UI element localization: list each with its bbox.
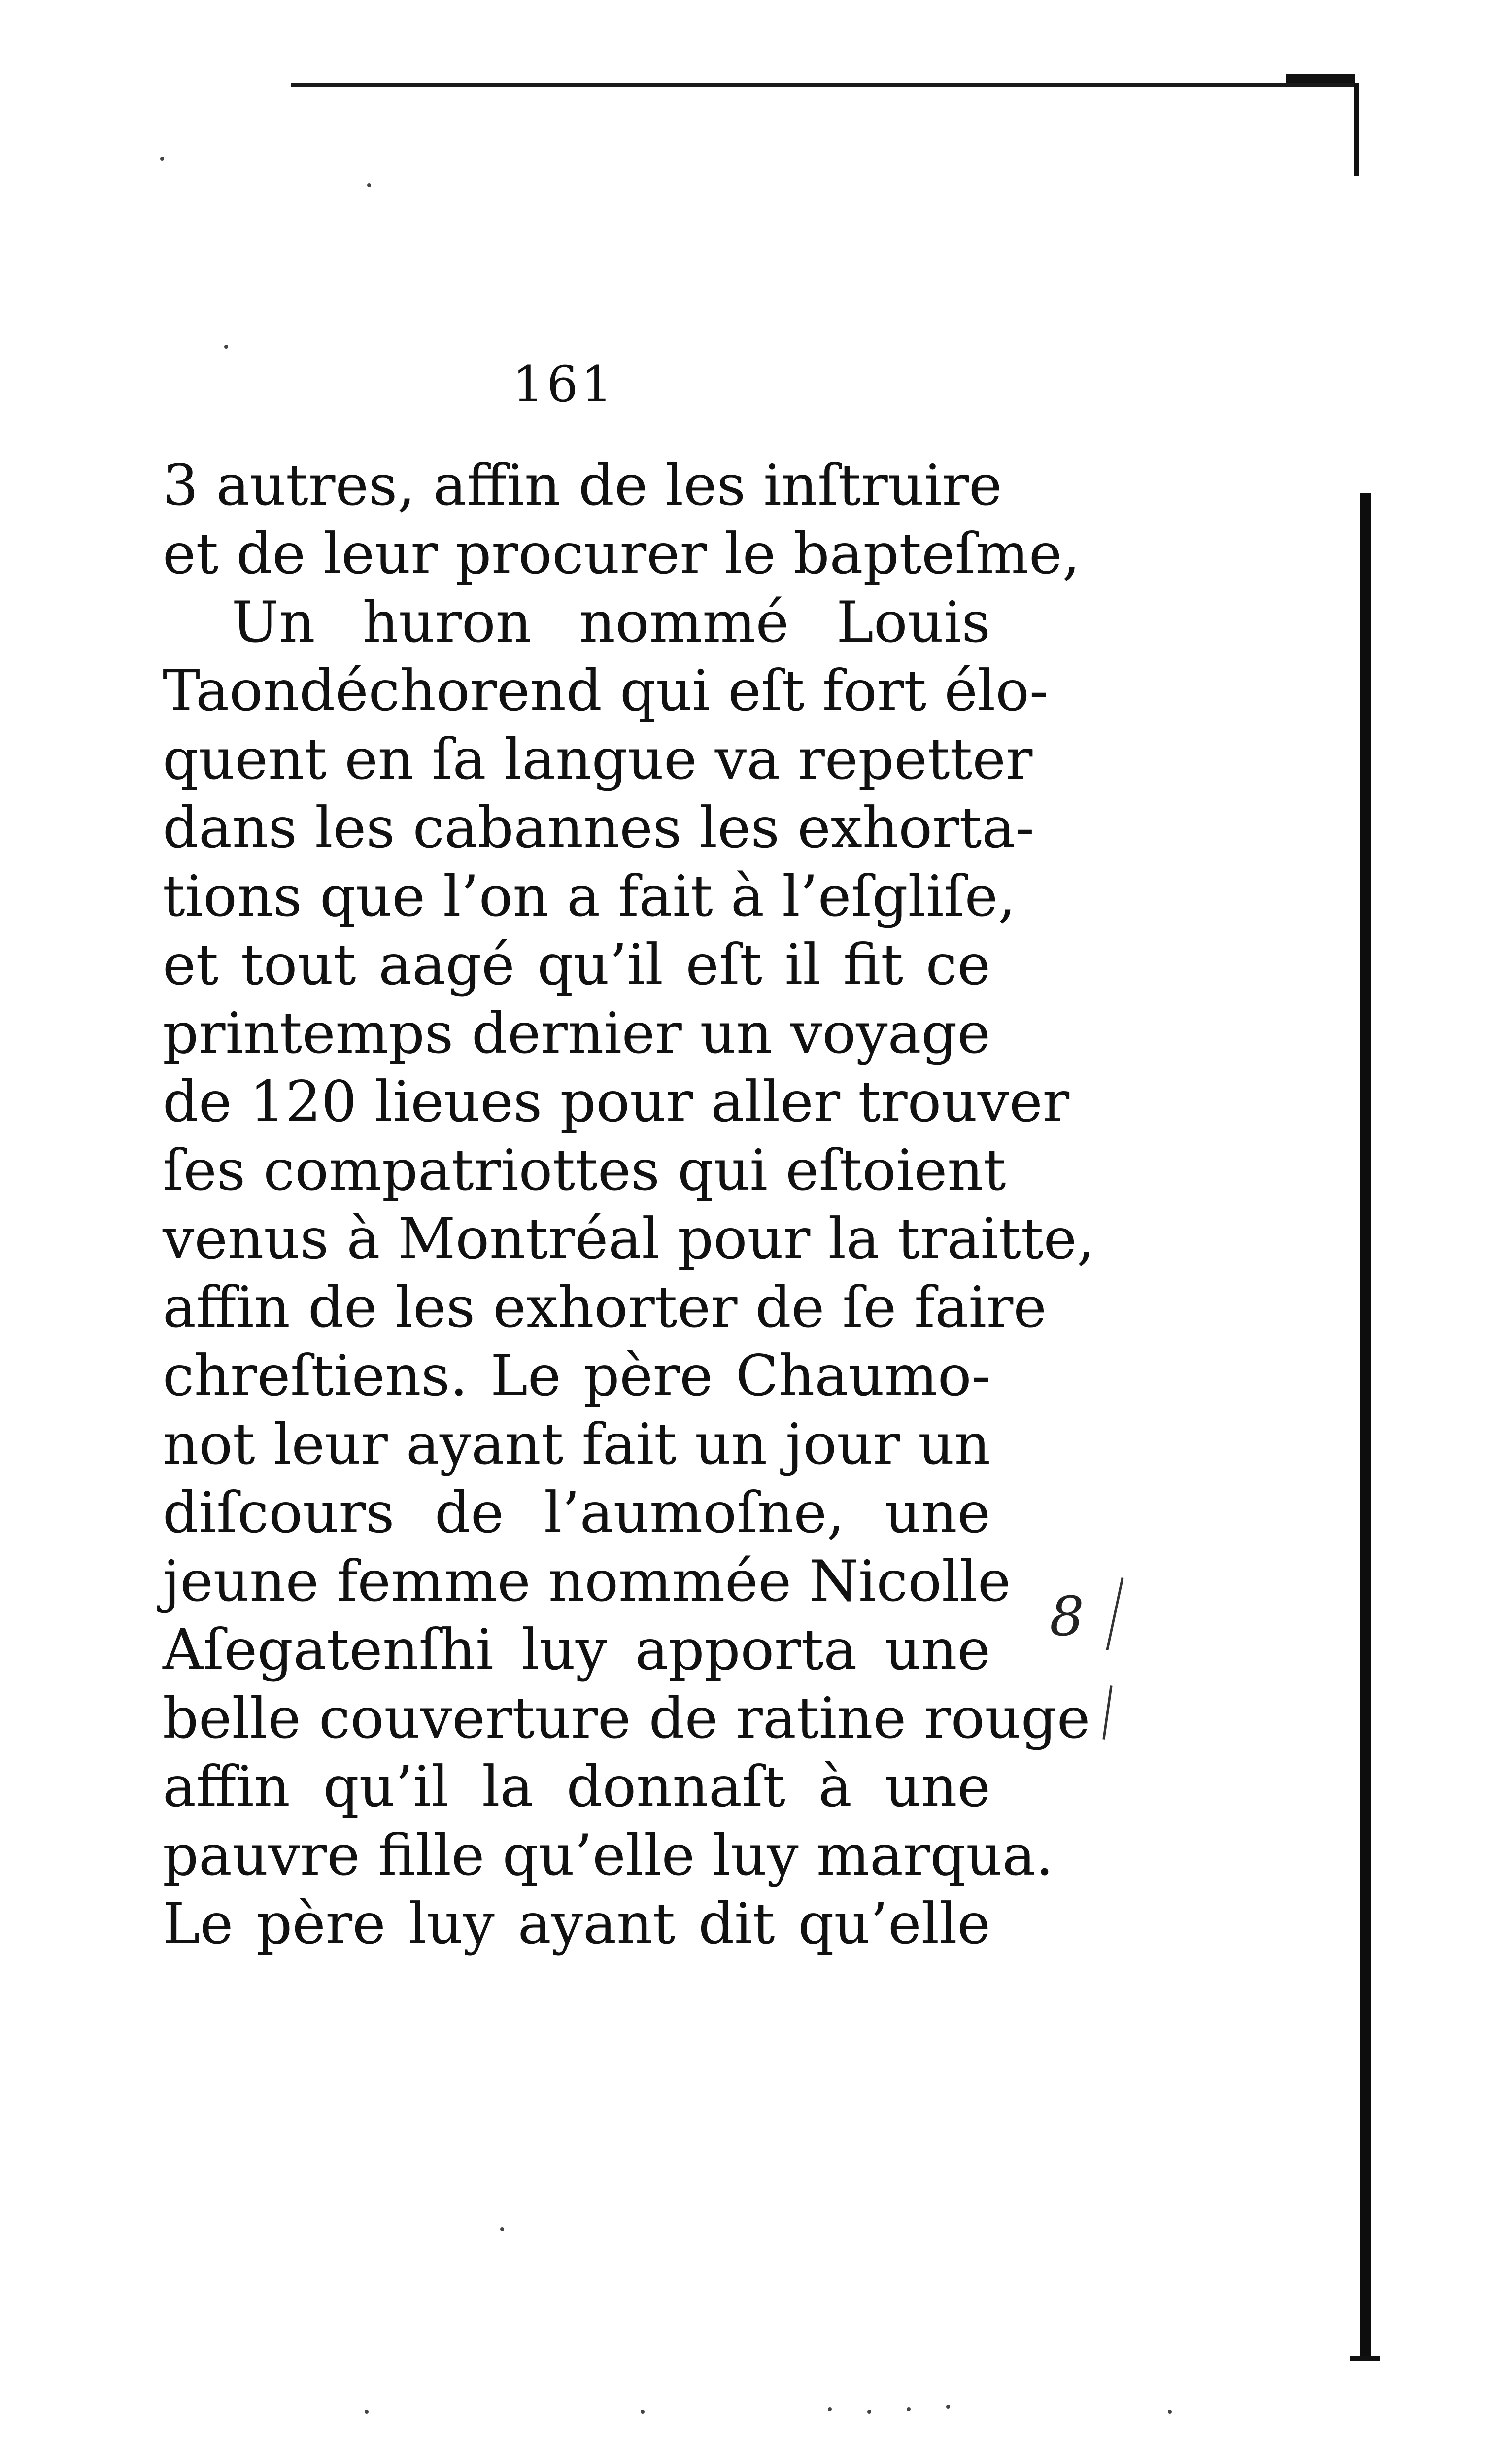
text-line: affin qu’il la donnaſt à une: [163, 1754, 990, 1819]
text-line: jeune femme nommée Nicolle: [163, 1548, 1011, 1614]
speck: [907, 2407, 911, 2411]
top-rule-end-mark: [1286, 74, 1355, 83]
pencil-stroke: [1102, 1685, 1112, 1740]
speck: [160, 157, 164, 161]
text-block: [163, 451, 1095, 1958]
text-line: ſes compatriottes qui eſtoient: [163, 1137, 1006, 1203]
right-margin-bar-cap: [1350, 2356, 1380, 2361]
text-line: affin de les exhorter de ſe faire: [163, 1274, 1047, 1340]
text-line: belle couverture de ratine rouge: [163, 1685, 1090, 1751]
speck: [946, 2405, 950, 2409]
text-line: venus à Montréal pour la traitte,: [163, 1206, 1095, 1271]
text-line: printemps dernier un voyage: [163, 1000, 990, 1066]
margin-note: 8: [1050, 1585, 1084, 1648]
speck: [867, 2410, 871, 2414]
text-line: 3 autres, affin de les inſtruire: [163, 452, 1002, 518]
text-line: diſcours de l’aumoſne, une: [163, 1480, 990, 1545]
text-line: pauvre fille qu’elle luy marqua.: [163, 1822, 1054, 1888]
speck: [224, 345, 228, 349]
text-line: et tout aagé qu’il eſt il fit ce: [163, 932, 990, 997]
speck: [828, 2407, 832, 2411]
text-line: not leur ayant fait un jour un: [163, 1411, 990, 1477]
text-line: quent en ſa langue va repetter: [163, 726, 1033, 792]
page-number: 161: [512, 355, 615, 413]
text-line: chreſtiens. Le père Chaumo-: [163, 1343, 990, 1408]
top-right-vertical-rule: [1354, 83, 1359, 176]
text-line: et de leur procurer le bapteſme,: [163, 521, 1080, 586]
text-line: Le père luy ayant dit qu’elle: [163, 1891, 990, 1956]
text-line: de 120 lieues pour aller trouver: [163, 1069, 1070, 1134]
pencil-stroke: [1106, 1577, 1123, 1650]
text-line: dans les cabannes les exhorta-: [163, 795, 1034, 860]
speck: [365, 2410, 369, 2414]
speck: [1168, 2410, 1172, 2414]
speck: [367, 183, 371, 187]
right-margin-bar: [1360, 493, 1371, 2356]
speck: [641, 2410, 645, 2414]
text-line: Taondéchorend qui eſt fort élo-: [163, 658, 1049, 723]
text-line: Un huron nommé Louis: [232, 589, 990, 655]
top-rule: [291, 83, 1355, 87]
speck: [500, 2227, 504, 2231]
text-line: tions que l’on a fait à l’eſgliſe,: [163, 863, 1016, 929]
text-line: Aſegatenſhi luy apporta une: [163, 1617, 990, 1682]
